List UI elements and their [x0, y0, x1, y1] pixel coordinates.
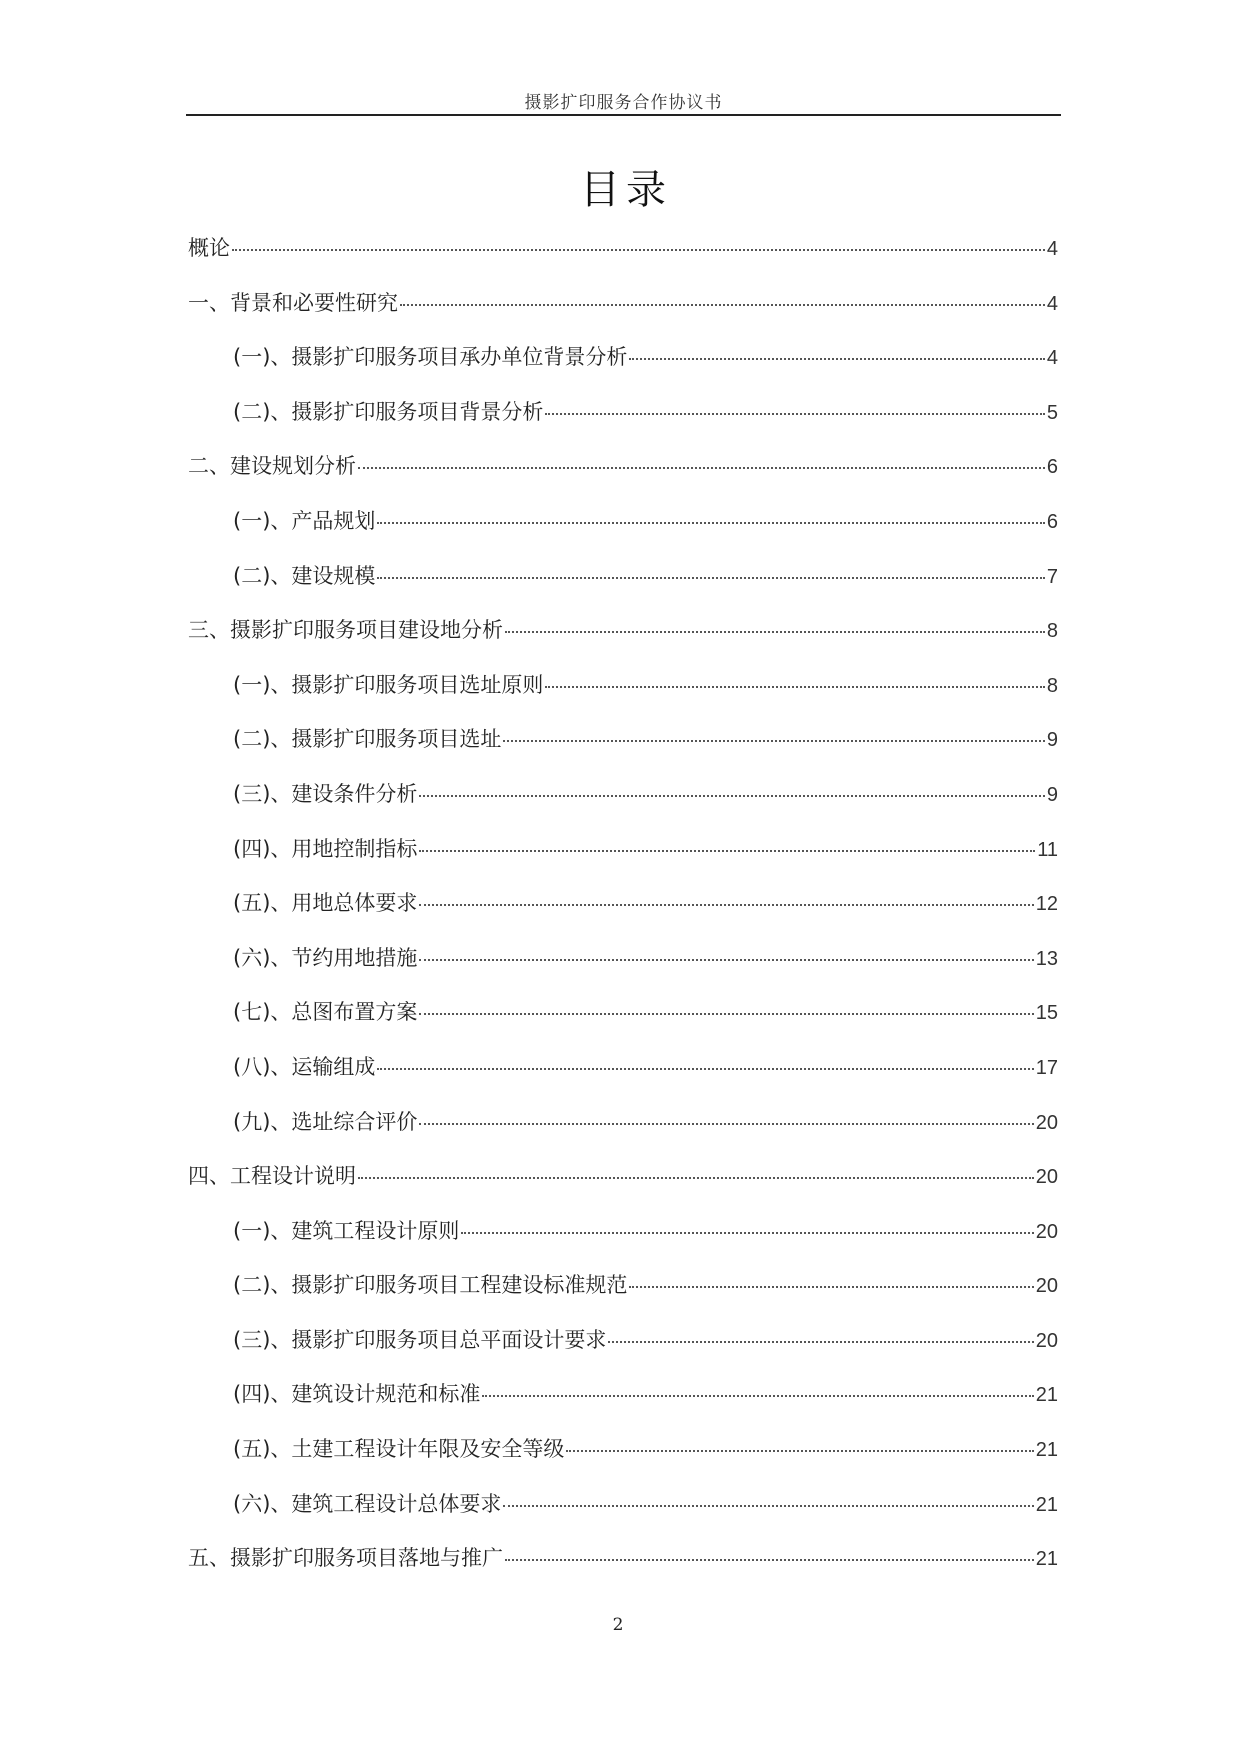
- toc-entry[interactable]: [188, 610, 1058, 665]
- toc-entry[interactable]: [188, 1320, 1058, 1375]
- dot-leader: [503, 740, 1044, 742]
- toc-entry[interactable]: [188, 1211, 1058, 1266]
- toc-entry-page: 7: [1046, 565, 1058, 588]
- toc-entry[interactable]: [188, 283, 1058, 338]
- toc-entry[interactable]: [188, 1484, 1058, 1539]
- toc-entry-page: 11: [1037, 838, 1058, 861]
- toc-entry-page: 12: [1035, 893, 1058, 916]
- dot-leader: [419, 904, 1033, 906]
- toc-entry-page: 21: [1035, 1384, 1058, 1407]
- toc-entry[interactable]: [188, 992, 1058, 1047]
- toc-entry[interactable]: [188, 392, 1058, 447]
- toc-entry-label: (六)、节约用地措施: [233, 945, 418, 970]
- dot-leader: [505, 1559, 1034, 1561]
- toc-entry-page: 21: [1035, 1439, 1058, 1462]
- table-of-contents: [188, 228, 1058, 1593]
- toc-entry-label: (七)、总图布置方案: [233, 1000, 418, 1025]
- toc-entry[interactable]: [188, 1265, 1058, 1320]
- toc-entry-page: 20: [1035, 1166, 1058, 1189]
- toc-entry-page: 13: [1035, 947, 1058, 970]
- toc-entry-label: 四、工程设计说明: [188, 1164, 356, 1189]
- dot-leader: [377, 522, 1044, 524]
- dot-leader: [566, 1450, 1033, 1452]
- dot-leader: [461, 1232, 1033, 1234]
- dot-leader: [419, 959, 1033, 961]
- toc-entry-label: 二、建设规划分析: [188, 454, 356, 479]
- dot-leader: [358, 467, 1045, 469]
- running-header: 摄影扩印服务合作协议书: [524, 93, 723, 113]
- toc-entry-label: (二)、摄影扩印服务项目工程建设标准规范: [233, 1273, 628, 1298]
- toc-entry[interactable]: [188, 883, 1058, 938]
- toc-entry[interactable]: [188, 501, 1058, 556]
- toc-entry[interactable]: [188, 1374, 1058, 1429]
- toc-entry[interactable]: [188, 719, 1058, 774]
- toc-entry-page: 21: [1035, 1548, 1058, 1571]
- toc-entry-page: 20: [1035, 1220, 1058, 1243]
- toc-entry-page: 20: [1035, 1111, 1058, 1134]
- page-number: 2: [612, 1615, 624, 1635]
- toc-entry-page: 4: [1046, 292, 1058, 315]
- header-divider: [186, 114, 1061, 116]
- toc-entry-page: 15: [1035, 1002, 1058, 1025]
- toc-entry-page: 20: [1035, 1275, 1058, 1298]
- toc-entry[interactable]: [188, 1156, 1058, 1211]
- toc-entry[interactable]: [188, 1102, 1058, 1157]
- dot-leader: [419, 795, 1044, 797]
- toc-entry[interactable]: [188, 556, 1058, 611]
- dot-leader: [419, 850, 1035, 852]
- toc-entry-label: (一)、建筑工程设计原则: [233, 1218, 460, 1243]
- dot-leader: [377, 577, 1044, 579]
- toc-entry-label: (六)、建筑工程设计总体要求: [233, 1491, 502, 1516]
- toc-entry-page: 8: [1046, 674, 1058, 697]
- dot-leader: [608, 1341, 1033, 1343]
- toc-entry-label: (二)、建设规模: [233, 563, 376, 588]
- toc-entry[interactable]: [188, 228, 1058, 283]
- toc-entry[interactable]: [188, 1429, 1058, 1484]
- dot-leader: [358, 1177, 1034, 1179]
- dot-leader: [545, 413, 1044, 415]
- dot-leader: [503, 1505, 1033, 1507]
- toc-entry-label: (一)、摄影扩印服务项目选址原则: [233, 672, 544, 697]
- toc-entry[interactable]: [188, 774, 1058, 829]
- toc-entry-label: (八)、运输组成: [233, 1054, 376, 1079]
- dot-leader: [419, 1123, 1033, 1125]
- toc-entry-label: (四)、建筑设计规范和标准: [233, 1382, 481, 1407]
- toc-entry-page: 6: [1046, 510, 1058, 533]
- toc-entry-label: (一)、摄影扩印服务项目承办单位背景分析: [233, 345, 628, 370]
- dot-leader: [400, 304, 1045, 306]
- toc-entry-page: 21: [1035, 1493, 1058, 1516]
- toc-entry-label: (九)、选址综合评价: [233, 1109, 418, 1134]
- toc-title: 目录: [580, 167, 672, 213]
- toc-entry-label: (一)、产品规划: [233, 508, 376, 533]
- toc-entry-page: 20: [1035, 1329, 1058, 1352]
- dot-leader: [232, 249, 1045, 251]
- toc-entry-page: 9: [1046, 729, 1058, 752]
- dot-leader: [377, 1068, 1033, 1070]
- dot-leader: [629, 358, 1044, 360]
- toc-entry-label: (四)、用地控制指标: [233, 836, 418, 861]
- toc-entry-label: (五)、土建工程设计年限及安全等级: [233, 1437, 565, 1462]
- toc-entry-page: 6: [1046, 456, 1058, 479]
- dot-leader: [629, 1286, 1033, 1288]
- toc-entry[interactable]: [188, 446, 1058, 501]
- toc-entry-label: (二)、摄影扩印服务项目选址: [233, 727, 502, 752]
- dot-leader: [419, 1013, 1033, 1015]
- toc-entry[interactable]: [188, 938, 1058, 993]
- toc-entry-page: 4: [1046, 238, 1058, 260]
- toc-entry-page: 4: [1046, 347, 1058, 370]
- toc-entry[interactable]: [188, 337, 1058, 392]
- toc-entry-page: 8: [1046, 620, 1058, 643]
- toc-entry-label: (三)、摄影扩印服务项目总平面设计要求: [233, 1327, 607, 1352]
- dot-leader: [482, 1395, 1033, 1397]
- toc-entry-label: 概论: [188, 236, 230, 260]
- toc-entry[interactable]: [188, 1047, 1058, 1102]
- toc-entry[interactable]: [188, 829, 1058, 884]
- dot-leader: [545, 686, 1044, 688]
- toc-entry-label: 一、背景和必要性研究: [188, 290, 398, 315]
- toc-entry[interactable]: [188, 665, 1058, 720]
- toc-entry-page: 17: [1035, 1056, 1058, 1079]
- toc-entry-page: 9: [1046, 783, 1058, 806]
- toc-entry-label: (三)、建设条件分析: [233, 781, 418, 806]
- toc-entry-page: 5: [1046, 401, 1058, 424]
- toc-entry-label: (二)、摄影扩印服务项目背景分析: [233, 399, 544, 424]
- toc-entry-label: 五、摄影扩印服务项目落地与推广: [188, 1546, 503, 1571]
- toc-entry[interactable]: [188, 1538, 1058, 1593]
- toc-entry-label: 三、摄影扩印服务项目建设地分析: [188, 618, 503, 643]
- toc-entry-label: (五)、用地总体要求: [233, 891, 418, 916]
- dot-leader: [505, 631, 1045, 633]
